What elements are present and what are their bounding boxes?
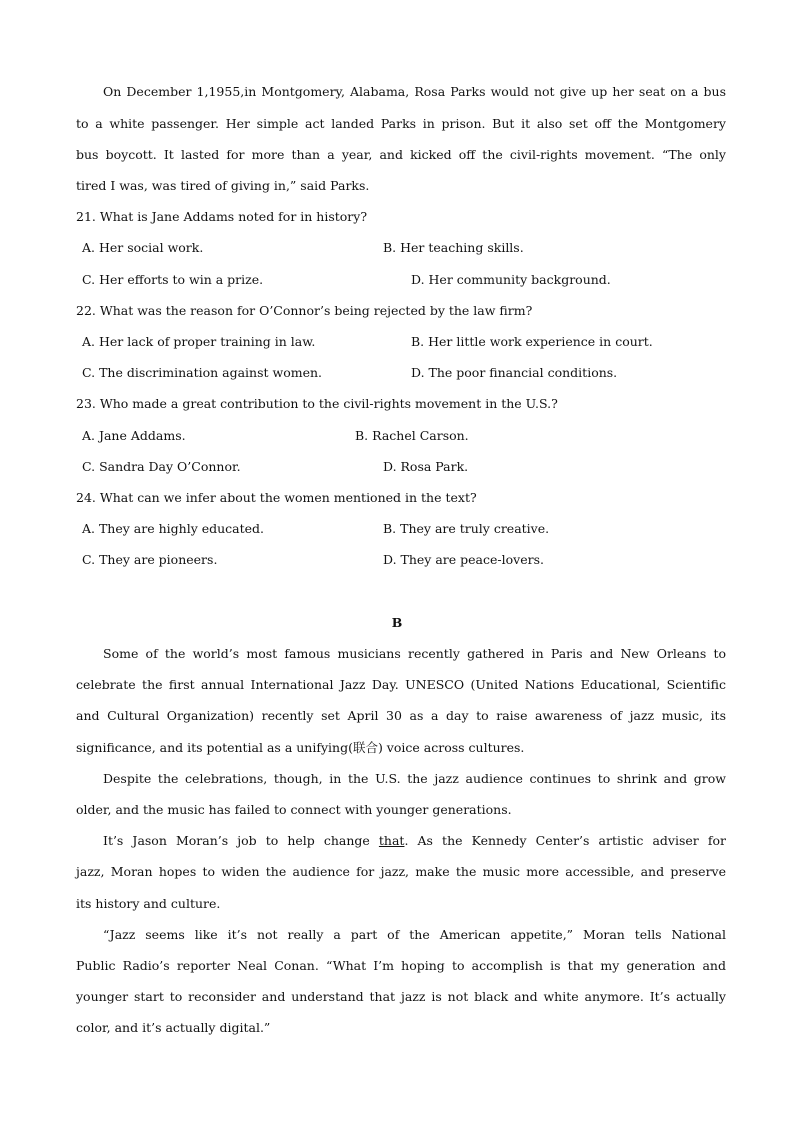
option-b: B. Her little work experience in court. <box>411 334 653 349</box>
option-d: D. Rosa Park. <box>383 459 469 474</box>
text-line: color, and it’s actually digital.” <box>76 1020 271 1035</box>
text-line: bus boycott. It lasted for more than a year, and kicked off the civil-rights movement. “The only <box>76 147 726 162</box>
option-d: D. The poor financial conditions. <box>411 365 618 380</box>
option-b: B. They are truly creative. <box>383 521 550 536</box>
question-stem: 21. What is Jane Addams noted for in history? <box>76 209 368 224</box>
text-line: significance, and its potential as a unifying(联合) voice across cultures. <box>76 740 525 755</box>
option-c: C. Her efforts to win a prize. <box>82 272 264 287</box>
text-line <box>103 833 726 849</box>
text-line: younger start to reconsider and understand that jazz is not black and white anymore. It’s actually <box>76 989 726 1004</box>
option-b: B. Her teaching skills. <box>383 240 524 255</box>
text-segment: It’s Jason Moran’s job to help change <box>103 833 379 848</box>
text-line: older, and the music has failed to connect with younger generations. <box>76 802 512 817</box>
text-line: tired I was, was tired of giving in,” said Parks. <box>76 178 370 193</box>
option-b: B. Rachel Carson. <box>355 428 469 443</box>
question-stem: 24. What can we infer about the women mentioned in the text? <box>76 490 477 505</box>
option-d: D. They are peace-lovers. <box>383 552 544 567</box>
underlined-word: that <box>378 833 405 848</box>
option-c: C. The discrimination against women. <box>82 365 323 380</box>
text-line: jazz, Moran hopes to widen the audience for jazz, make the music more accessible, and preserve <box>76 864 726 879</box>
option-a: A. Her lack of proper training in law. <box>82 334 316 349</box>
option-d: D. Her community background. <box>411 272 611 287</box>
text-line: Public Radio’s reporter Neal Conan. “What I’m hoping to accomplish is that my generation and <box>76 958 726 973</box>
text-line: and Cultural Organization) recently set April 30 as a day to raise awareness of jazz music, its <box>76 708 726 723</box>
option-a: A. They are highly educated. <box>82 521 265 536</box>
option-c: C. Sandra Day O’Connor. <box>82 459 241 474</box>
question-stem: 22. What was the reason for O’Connor’s being rejected by the law firm? <box>76 303 533 318</box>
text-line: its history and culture. <box>76 896 221 911</box>
option-a: A. Jane Addams. <box>82 428 186 443</box>
text-line: “Jazz seems like it’s not really a part of the American appetite,” Moran tells National <box>103 927 726 942</box>
text-line: to a white passenger. Her simple act landed Parks in prison. But it also set off the Montgomery <box>76 116 726 131</box>
text-line: Some of the world’s most famous musicians recently gathered in Paris and New Orleans to <box>103 646 726 661</box>
question-stem: 23. Who made a great contribution to the civil-rights movement in the U.S.? <box>76 396 558 411</box>
section-heading-b: B <box>391 615 403 630</box>
text-line: On December 1,1955,in Montgomery, Alabama, Rosa Parks would not give up her seat on a bus <box>103 84 726 99</box>
text-line: Despite the celebrations, though, in the U.S. the jazz audience continues to shrink and grow <box>103 771 726 786</box>
option-a: A. Her social work. <box>82 240 204 255</box>
text-line: celebrate the first annual International Jazz Day. UNESCO (United Nations Educational, Scientific <box>76 677 726 692</box>
option-c: C. They are pioneers. <box>82 552 218 567</box>
text-segment: . As the Kennedy Center’s artistic adviser for <box>404 833 726 848</box>
